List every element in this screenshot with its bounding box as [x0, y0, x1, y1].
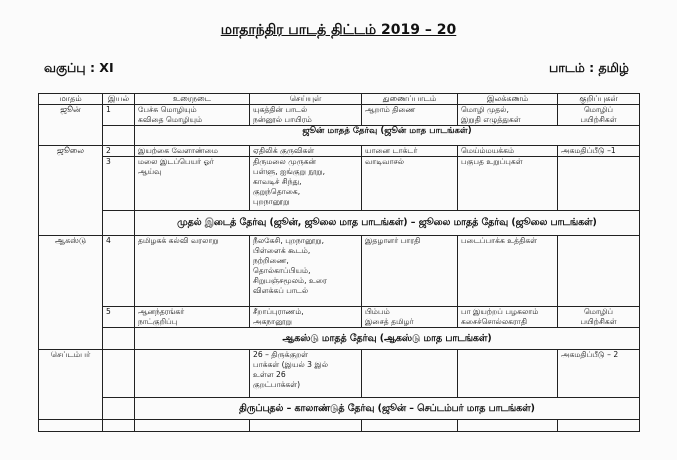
- grammar-cell: படைப்பாக்க உத்திகள்: [458, 236, 558, 307]
- lesson-plan-table: [38, 93, 640, 432]
- exam-september: திருப்புதல் – காலாண்டுத் தேர்வு (ஜூன் – செப்டம்பர் மாத பாடங்கள்): [135, 398, 640, 420]
- table-row: [39, 420, 640, 432]
- header-grammar: இலக்கணம்: [458, 94, 558, 105]
- month-july: ஜூலை: [39, 146, 103, 236]
- notes-cell: அகமதிப்பீடு –1: [558, 146, 640, 157]
- header-month: மாதம்: [39, 94, 103, 105]
- poetry-cell: திருமலை முருகன் பள்ளு, ஐங்குறு நூறு, காவடிச் சிந்து, குறுந்தொகை, புறநானூறு: [250, 157, 362, 211]
- supplementary-cell: [362, 350, 458, 398]
- poetry-cell: நீலகேசி, புறநானூறு, பிள்ளைக் கூடம், நற்றிணை, தொல்காப்பியம், சிறுபஞ்சமூலம், உரை விளக்கப் பாடல்: [250, 236, 362, 307]
- unit-cell: 2: [103, 146, 135, 157]
- grammar-cell: [458, 350, 558, 398]
- header-unit: இயல்: [103, 94, 135, 105]
- header-notes: குறிப்புகள்: [558, 94, 640, 105]
- exam-row: [39, 126, 640, 146]
- unit-cell: 3: [103, 157, 135, 211]
- header-prose: உரைநடை: [135, 94, 250, 105]
- prose-cell: மலை இடப்பெயர் ஓர் ஆய்வு: [135, 157, 250, 211]
- unit-cell: [103, 350, 135, 398]
- month-june: ஜூன்: [39, 105, 103, 146]
- poetry-cell: ஏதிலிக் குருவிகள்: [250, 146, 362, 157]
- notes-cell: மொழிப் பயிற்சிகள்: [558, 105, 640, 126]
- grammar-cell: பகுபத உறுப்புகள்: [458, 157, 558, 211]
- subject-label: பாடம் : தமிழ்: [548, 60, 629, 75]
- exam-august: ஆகஸ்டு மாதத் தேர்வு (ஆகஸ்டு மாத பாடங்கள்): [135, 328, 640, 350]
- supplementary-cell: பிம்பம் இசைத் தமிழர்: [362, 307, 458, 328]
- prose-cell: பேச்சு மொழியும் கவிதை மொழியும்: [135, 105, 250, 126]
- poetry-cell: யுகத்தின் பாடல் நன்னூல் பாயிரம்: [250, 105, 362, 126]
- table-row: [39, 350, 640, 398]
- grammar-cell: மெய்ம்மயக்கம்: [458, 146, 558, 157]
- prose-cell: [135, 350, 250, 398]
- prose-cell: ஆனந்தரங்கர் நாட்குறிப்பு: [135, 307, 250, 328]
- exam-june: ஜூன் மாதத் தேர்வு (ஜூன் மாத பாடங்கள்): [135, 126, 640, 146]
- notes-cell: மொழிப் பயிற்சிகள்: [558, 307, 640, 328]
- grammar-cell: மொழி முதல், இறுதி எழுத்துகள்: [458, 105, 558, 126]
- notes-cell: [558, 236, 640, 307]
- prose-cell: இயற்கை வேளாண்மை: [135, 146, 250, 157]
- month-august: ஆகஸ்டு: [39, 236, 103, 350]
- table-row: [39, 157, 640, 211]
- supplementary-cell: இதழாளர் பாரதி: [362, 236, 458, 307]
- exam-row: [39, 211, 640, 236]
- table-row: [39, 307, 640, 328]
- notes-cell: அகமதிப்பீடு – 2: [558, 350, 640, 398]
- document-title: மாதாந்திர பாடத் திட்டம் 2019 – 20: [220, 22, 457, 38]
- supplementary-cell: வாடிவாசல்: [362, 157, 458, 211]
- exam-row: [39, 328, 640, 350]
- header-supplementary: துணைப்பாடம்: [362, 94, 458, 105]
- supplementary-cell: யானை டாக்டர்: [362, 146, 458, 157]
- month-september: செப்டம்பர்: [39, 350, 103, 420]
- poetry-cell: சீறாப்புராணம், அகநானூறு: [250, 307, 362, 328]
- unit-cell: 5: [103, 307, 135, 328]
- table-row: [39, 236, 640, 307]
- table-row: [39, 146, 640, 157]
- supplementary-cell: ஆறாம் திணை: [362, 105, 458, 126]
- unit-cell: 4: [103, 236, 135, 307]
- unit-cell: 1: [103, 105, 135, 126]
- poetry-cell: 26 – திருக்குறள் பாக்கள் (இயல் 3 இல் உள்ள 26 குறட்பாக்கள்): [250, 350, 362, 398]
- prose-cell: தமிழகக் கல்வி வரலாறு: [135, 236, 250, 307]
- notes-cell: [558, 157, 640, 211]
- header-row: [39, 94, 640, 105]
- exam-row: [39, 398, 640, 420]
- header-poetry: செய்யுள்: [250, 94, 362, 105]
- class-label: வகுப்பு : XI: [44, 60, 114, 75]
- grammar-cell: பா இயற்றப் பழகலாம் கசைச்சொல்லகராதி: [458, 307, 558, 328]
- table-row: [39, 105, 640, 126]
- exam-july: முதல் இடைத் தேர்வு (ஜூன், ஜூலை மாத பாடங்கள்) – ஜூலை மாதத் தேர்வு (ஜூலை பாடங்கள்): [135, 211, 640, 236]
